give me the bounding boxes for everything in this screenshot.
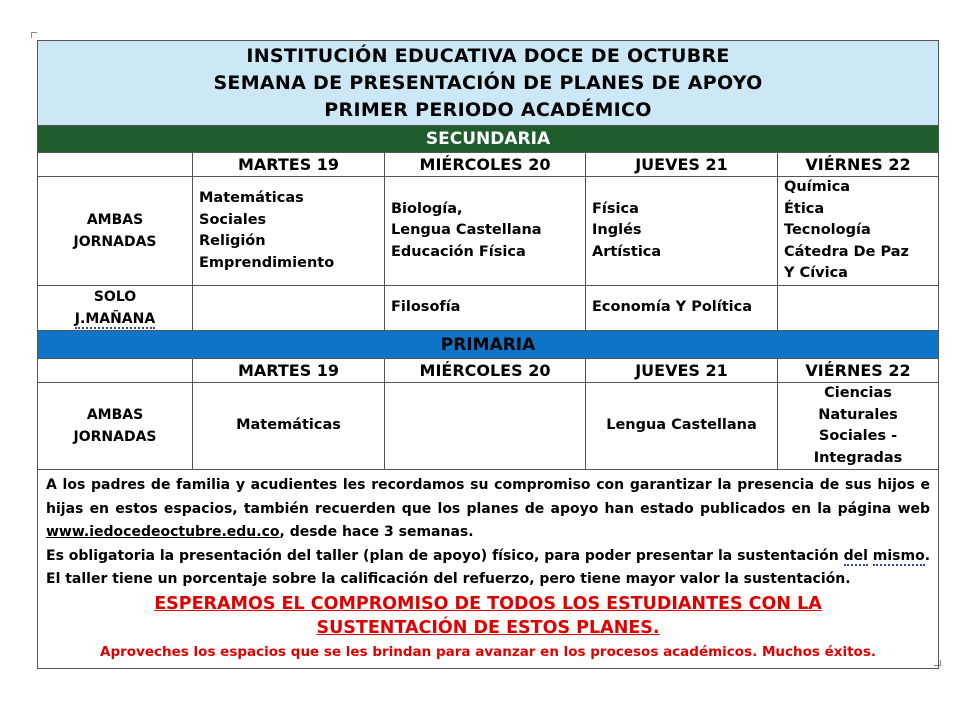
title-row (38, 41, 939, 126)
subject: Lengua Castellana (391, 222, 542, 239)
subject: Y Cívica (784, 265, 848, 282)
subject: Biología, (391, 200, 463, 217)
subject: Emprendimiento (199, 254, 335, 271)
secundaria-martes-subjects (193, 177, 385, 286)
primaria-miercoles-subject (385, 383, 586, 470)
closing-message: Aproveches los espacios que se les brindan para avanzar en los procesos académicos. Muchos éxitos. (100, 643, 876, 660)
secundaria-viernes-subjects (778, 177, 939, 286)
secundaria-days-row (38, 153, 939, 177)
secundaria-solo-jueves: Economía Y Política (586, 286, 778, 331)
primaria-martes-subject: Matemáticas (193, 383, 385, 470)
day-martes: MARTES 19 (193, 153, 385, 177)
subject: Cátedra De Paz (784, 243, 909, 260)
primaria-jueves-subject: Lengua Castellana (586, 383, 778, 470)
website-link[interactable]: www.iedocedeoctubre.edu.co (46, 524, 280, 540)
secundaria-solo-row (38, 286, 939, 331)
day-viernes: VIÉRNES 22 (778, 359, 939, 383)
title-line-3: PRIMER PERIODO ACADÉMICO (324, 98, 652, 121)
subject: Física (592, 200, 639, 217)
subject: Educación Física (391, 243, 526, 260)
day-viernes: VIÉRNES 22 (778, 153, 939, 177)
notice-paragraph-2: Es obligatoria la presentación del taller (plan de apoyo) físico, para poder presentar la sustentación del mismo. El taller tiene un porcentaje sobre la calificación del refuerzo, pero tiene mayor valor la sustentación. (46, 547, 931, 587)
empty-header-cell (38, 153, 193, 177)
schedule-table (37, 40, 939, 669)
day-miercoles: MIÉRCOLES 20 (385, 153, 586, 177)
subject: Ciencias (824, 385, 892, 401)
red-callout-line-1: ESPERAMOS EL COMPROMISO DE TODOS LOS ESTUDIANTES CON LA (154, 593, 822, 614)
subject: Ética (784, 200, 825, 217)
notice-paragraph-1: A los padres de familia y acudientes les recordamos su compromiso con garantizar la presencia de sus hijos e hijas en estos espacios, también recuerden que los planes de apoyo han estado publicados en la página web www.iedocedeoctubre.edu.co, desde hace 3 semanas. (46, 477, 931, 540)
primaria-band-row (38, 331, 939, 359)
notice-box (38, 470, 939, 669)
secundaria-jueves-subjects (586, 177, 778, 286)
primaria-viernes-subjects (778, 383, 939, 470)
notice-row (38, 470, 939, 669)
subject: Química (784, 179, 851, 196)
subject: Inglés (592, 222, 642, 239)
secundaria-solo-martes (193, 286, 385, 331)
subject: Sociales - (818, 428, 898, 444)
secundaria-heading: SECUNDARIA (38, 126, 939, 153)
primaria-days-row (38, 359, 939, 383)
schedule-document (37, 40, 938, 669)
secundaria-solo-viernes (778, 286, 939, 331)
day-jueves: JUEVES 21 (586, 359, 778, 383)
subject: Tecnología (784, 222, 871, 239)
day-martes: MARTES 19 (193, 359, 385, 383)
secundaria-band-row (38, 126, 939, 153)
subject: Matemáticas (199, 190, 304, 206)
subject: Artística (592, 243, 662, 260)
secundaria-ambas-row (38, 177, 939, 286)
row-label-ambas-jornadas: AMBAS JORNADAS (38, 177, 193, 286)
primaria-heading: PRIMARIA (38, 331, 939, 359)
row-label-solo-manana: SOLO J.MAÑANA (38, 286, 193, 331)
subject: Integradas (813, 449, 903, 466)
day-miercoles: MIÉRCOLES 20 (385, 359, 586, 383)
subject: Sociales (199, 211, 267, 228)
empty-header-cell (38, 359, 193, 383)
secundaria-solo-miercoles: Filosofía (385, 286, 586, 331)
title-line-2: SEMANA DE PRESENTACIÓN DE PLANES DE APOYO (213, 71, 763, 94)
red-callout-line-2: SUSTENTACIÓN DE ESTOS PLANES. (316, 617, 660, 638)
document-title (38, 41, 939, 126)
secundaria-miercoles-subjects (385, 177, 586, 286)
title-line-1: INSTITUCIÓN EDUCATIVA DOCE DE OCTUBRE (246, 44, 730, 67)
primaria-ambas-row (38, 383, 939, 470)
subject: Naturales (818, 406, 898, 423)
page-corner-mark (31, 32, 37, 38)
day-jueves: JUEVES 21 (586, 153, 778, 177)
subject: Religión (199, 233, 266, 249)
row-label-ambas-jornadas: AMBAS JORNADAS (38, 383, 193, 470)
